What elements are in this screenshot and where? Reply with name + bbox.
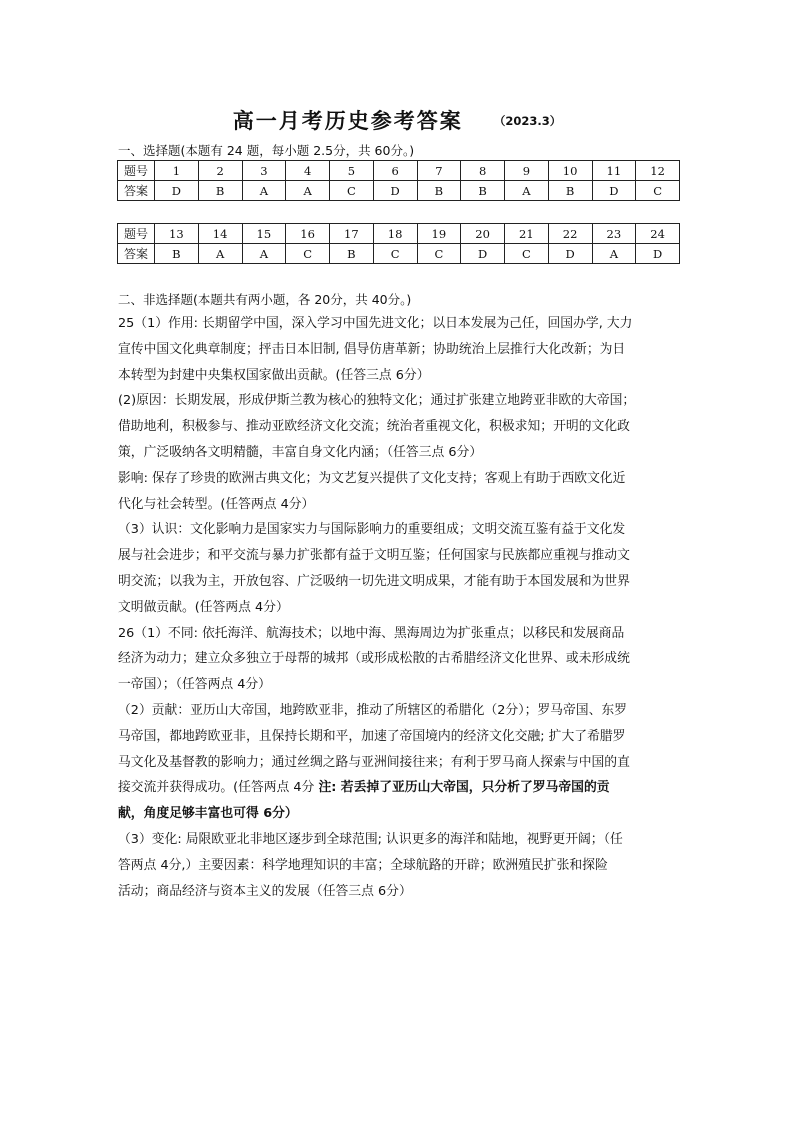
question-number: 3 — [242, 161, 286, 181]
question-number: 22 — [548, 224, 592, 244]
answer-line: 明交流；以我为主，开放包容、广泛吸纳一切先进文明成果，才能有助于本国发展和为世界 — [118, 573, 630, 589]
question-number: 15 — [242, 224, 286, 244]
answer-line: （3）认识：文化影响力是国家实力与国际影响力的重要组成；文明交流互鉴有益于文化发 — [118, 522, 626, 538]
question-number: 19 — [417, 224, 461, 244]
answer-cell: A — [242, 244, 286, 264]
answer-line: 文明做贡献。(任答两点 4分） — [118, 599, 289, 615]
answer-line: 本转型为封建中央集权国家做出贡献。(任答三点 6分） — [118, 367, 430, 383]
answer-cell: A — [505, 181, 549, 201]
answer-line: 代化与社会转型。(任答两点 4分） — [118, 496, 315, 512]
question-number: 2 — [198, 161, 242, 181]
answer-line: （2）贡献：亚历山大帝国，地跨欧亚非，推动了所辖区的希腊化（2分）；罗马帝国、东罗 — [118, 702, 627, 718]
question-number: 9 — [505, 161, 549, 181]
question-number: 6 — [373, 161, 417, 181]
answer-line: 马帝国，都地跨欧亚非，且保持长期和平，加速了帝国境内的经济文化交融; 扩大了希腊罗 — [118, 728, 626, 744]
page-title: 高一月考历史参考答案 — [232, 108, 463, 133]
answer-line: 策，广泛吸纳各文明精髓，丰富自身文化内涵；（任答三点 6分） — [118, 444, 483, 460]
answer-line: 25（1）作用: 长期留学中国，深入学习中国先进文化；以日本发展为己任，回国办学, 大力 — [118, 316, 633, 331]
answer-cell: D — [155, 181, 199, 201]
answer-table-2 — [117, 223, 680, 264]
question-number: 20 — [461, 224, 505, 244]
question-number: 18 — [373, 224, 417, 244]
answer-cell: C — [417, 244, 461, 264]
answer-cell: B — [548, 181, 592, 201]
answer-cell: D — [548, 244, 592, 264]
question-number: 10 — [548, 161, 592, 181]
section-two-heading: 二、非选择题(本题共有两小题，各 20分，共 40分。) — [118, 292, 412, 307]
grading-note-continued: 献，角度足够丰富也可得 6分） — [118, 806, 298, 822]
answer-line: 宣传中国文化典章制度；抨击日本旧制, 倡导仿唐革新；协助统治上层推行大化改新；为日 — [118, 341, 626, 357]
row-label-number: 题号 — [118, 161, 155, 181]
answer-cell: C — [373, 244, 417, 264]
answer-body — [118, 311, 684, 904]
answer-cell: A — [242, 181, 286, 201]
answer-cell: C — [286, 244, 330, 264]
row-label-answer: 答案 — [118, 181, 155, 201]
answer-cell: A — [198, 244, 242, 264]
answer-line: 影响: 保存了珍贵的欧洲古典文化；为文艺复兴提供了文化支持；客观上有助于西欧文化近 — [118, 470, 626, 486]
answer-cell: D — [592, 181, 636, 201]
answer-cell: D — [636, 244, 680, 264]
answer-line-text: 接交流并获得成功。(任答两点 4分 — [118, 780, 319, 796]
question-number: 16 — [286, 224, 330, 244]
row-label-number: 题号 — [118, 224, 155, 244]
answer-line: 经济为动力；建立众多独立于母帮的城邦（或形成松散的古希腊经济文化世界、或未形成统 — [118, 651, 630, 667]
answer-line — [118, 775, 684, 801]
question-number: 23 — [592, 224, 636, 244]
answer-line: 答两点 4分,）主要因素：科学地理知识的丰富；全球航路的开辟；欧洲殖民扩张和探险 — [118, 857, 608, 873]
answer-line: 展与社会进步；和平交流与暴力扩张都有益于文明互鉴；任何国家与民族都应重视与推动文 — [118, 548, 630, 564]
title-row — [0, 105, 794, 135]
answer-cell: C — [636, 181, 680, 201]
answer-line: 借助地利，积极参与、推动亚欧经济文化交流；统治者重视文化，积极求知；开明的文化政 — [118, 419, 630, 435]
exam-date: （2023.3） — [493, 114, 562, 128]
question-number: 1 — [155, 161, 199, 181]
answer-line: 26（1）不同: 依托海洋、航海技术；以地中海、黑海周边为扩张重点；以移民和发展商品 — [118, 625, 625, 641]
answer-cell: B — [461, 181, 505, 201]
question-number: 14 — [198, 224, 242, 244]
question-number: 5 — [330, 161, 374, 181]
answer-line: 马文化及基督教的影响力；通过丝绸之路与亚洲间接往来；有利于罗马商人探索与中国的直 — [118, 754, 630, 770]
answer-cell: B — [198, 181, 242, 201]
answer-cell: A — [592, 244, 636, 264]
question-number: 13 — [155, 224, 199, 244]
question-number: 17 — [330, 224, 374, 244]
row-label-answer: 答案 — [118, 244, 155, 264]
answer-cell: D — [461, 244, 505, 264]
question-number: 21 — [505, 224, 549, 244]
question-number: 12 — [636, 161, 680, 181]
answer-line: 一帝国）；（任答两点 4分） — [118, 677, 271, 693]
answer-cell: B — [155, 244, 199, 264]
table-row-numbers — [118, 224, 680, 244]
answer-cell: B — [330, 244, 374, 264]
question-number: 8 — [461, 161, 505, 181]
question-number: 24 — [636, 224, 680, 244]
grading-note: 注: 若丢掉了亚历山大帝国，只分析了罗马帝国的贡 — [318, 780, 610, 796]
answer-table-1 — [117, 160, 680, 201]
question-number: 7 — [417, 161, 461, 181]
answer-cell: A — [286, 181, 330, 201]
table-row-numbers — [118, 161, 680, 181]
answer-cell: C — [330, 181, 374, 201]
table-row-answers — [118, 181, 680, 201]
answer-line: (2)原因：长期发展，形成伊斯兰教为核心的独特文化；通过扩张建立地跨亚非欧的大帝国； — [118, 393, 636, 409]
answer-line: （3）变化: 局限欧亚北非地区逐步到全球范围; 认识更多的海洋和陆地，视野更开阔；（任 — [118, 831, 623, 847]
section-one-heading: 一、选择题(本题有 24 题，每小题 2.5分，共 60分。) — [118, 143, 415, 158]
question-number: 4 — [286, 161, 330, 181]
question-number: 11 — [592, 161, 636, 181]
answer-line: 活动；商品经济与资本主义的发展（任答三点 6分） — [118, 883, 412, 899]
answer-cell: B — [417, 181, 461, 201]
answer-cell: D — [373, 181, 417, 201]
answer-cell: C — [505, 244, 549, 264]
table-row-answers — [118, 244, 680, 264]
